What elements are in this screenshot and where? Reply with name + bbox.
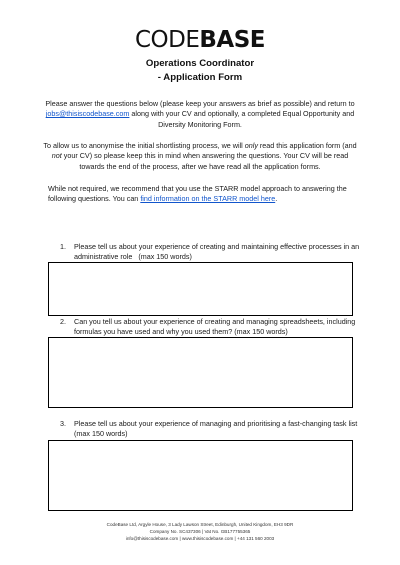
intro-text-start: Please answer the questions below (please keep your answers as brief as possible) and return to (45, 99, 355, 108)
word-limit: (max 150 words) (138, 252, 192, 262)
question-text: Can you tell us about your experience of creating and managing spreadsheets, including formulas you have used and why you used them? (74, 317, 356, 337)
question-text: Please tell us about your experience of managing and prioritising a fast-changing task list (74, 419, 358, 428)
question-3 (60, 419, 360, 440)
emphasis-not: not (51, 151, 62, 161)
starr-text-end: . (275, 194, 278, 204)
anonymise-text-end: your CV) so please keep this in mind when answering the questions. Your CV will be read towards the end of the process, after we have read all the application forms. (61, 151, 349, 171)
anonymise-text-mid: read this application form (and (257, 141, 357, 150)
intro-paragraph (42, 99, 358, 130)
starr-model-link[interactable]: find information on the STARR model here (140, 194, 276, 204)
word-limit: (max 150 words) (234, 327, 288, 337)
question-number: 3. (60, 419, 66, 428)
logo-part-code: CODE (134, 27, 200, 53)
page-title (0, 57, 400, 85)
question-text: Please tell us about your experience of creating and maintaining effective processes in an administrative role (74, 242, 360, 262)
answer-box-3[interactable] (48, 440, 353, 511)
question-number: 1. (60, 242, 66, 251)
answer-box-2[interactable] (48, 337, 353, 408)
emphasis-only: only (244, 141, 258, 150)
title-line-2: - Application Form (157, 72, 243, 83)
intro-text-end: along with your CV and optionally, a completed Equal Opportunity and Diversity Monitoring Form. (129, 109, 355, 129)
starr-paragraph (48, 184, 364, 205)
anonymise-text-start: To allow us to anonymise the initial shortlisting process, we will (43, 141, 245, 150)
answer-box-1[interactable] (48, 262, 353, 316)
footer-company-info: Company No. SC437306 | Vat No. GB177755365 (149, 529, 251, 534)
email-link[interactable]: jobs@thisiscodebase.com (45, 109, 130, 119)
starr-text-start: While not required, we recommend that you use the STARR model approach to answering the following questions. You can (48, 184, 347, 204)
anonymise-paragraph (42, 141, 358, 172)
question-2 (60, 317, 360, 338)
question-1 (60, 242, 360, 263)
page-footer (0, 521, 400, 542)
footer-address: CodeBase Ltd, Argyle House, 3 Lady Lawson Street, Edinburgh, United Kingdom, EH3 9DR (106, 522, 294, 527)
question-number: 2. (60, 317, 66, 326)
codebase-logo (0, 27, 400, 53)
word-limit: (max 150 words) (74, 429, 128, 439)
logo-part-base: BASE (199, 27, 265, 53)
title-line-1: Operations Coordinator (145, 58, 255, 69)
footer-contact: info@thisiscodebase.com | www.thisiscodebase.com | +44 131 560 2003 (125, 536, 275, 541)
